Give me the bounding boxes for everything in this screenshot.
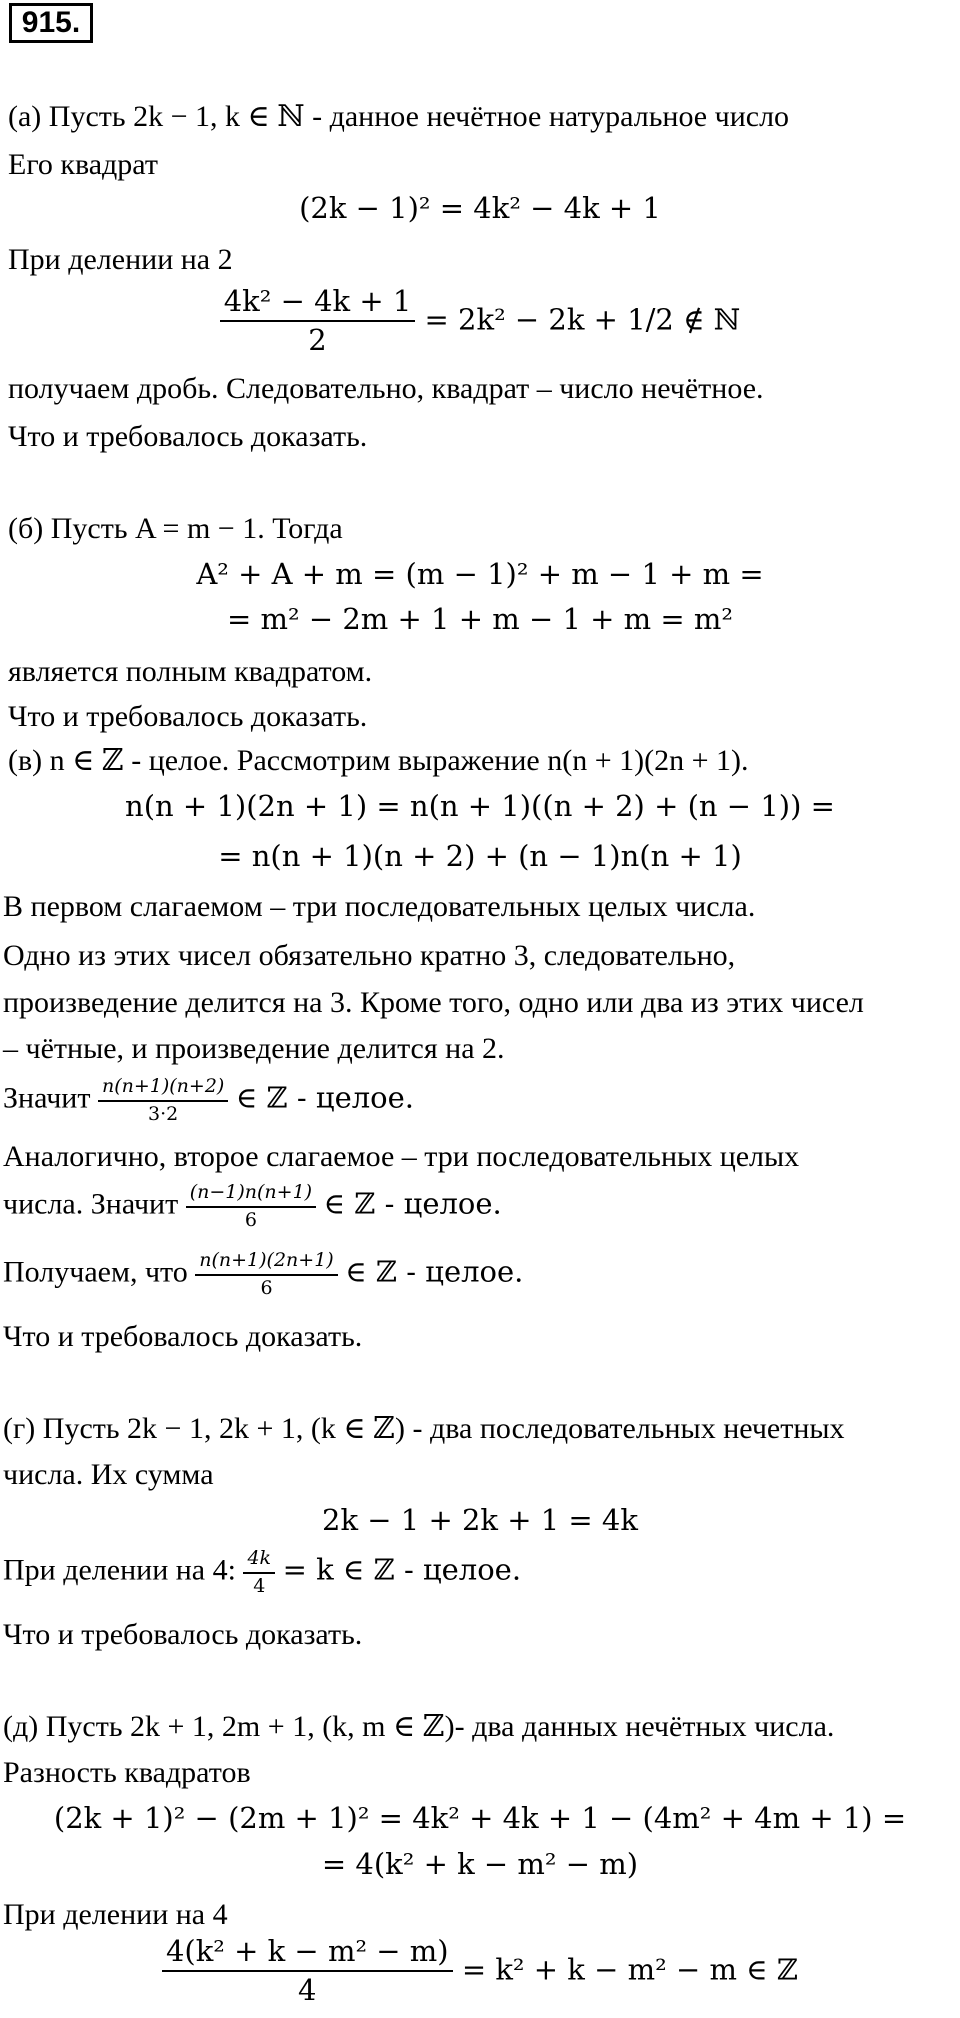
part-d-sum-equation: 2k − 1 + 2k + 1 = 4k (322, 1503, 638, 1537)
part-a-conclusion: получаем дробь. Следовательно, квадрат – число нечётное. (8, 372, 764, 405)
part-c-line-5: – чётные, и произведение делится на 2. (3, 1032, 505, 1065)
part-c-line-9-prefix: Получаем, что (3, 1255, 188, 1289)
part-c-intro: (в) n ∈ ℤ - целое. Рассмотрим выражение n(n + 1)(2n + 1). (8, 744, 749, 777)
part-e-division-label: При делении на 4 (3, 1898, 228, 1931)
part-c-line-4: произведение делится на 3. Кроме того, одно или два из этих чисел (3, 986, 864, 1019)
part-e-fraction-numerator: 4(k² + k − m² − m) (162, 1935, 453, 1972)
part-c-fraction-2 (186, 1182, 316, 1232)
part-c-fraction-2-numerator: (n−1)n(n+1) (186, 1182, 316, 1208)
part-d-sum-label: числа. Их сумма (3, 1458, 214, 1491)
part-b-equation-1: A² + A + m = (m − 1)² + m − 1 + m = (196, 557, 764, 591)
part-a-fraction-denominator: 2 (308, 323, 327, 358)
part-e-intro: (д) Пусть 2k + 1, 2m + 1, (k, m ∈ ℤ)- два данных нечётных числа. (3, 1710, 835, 1743)
part-c-qed: Что и требовалось доказать. (3, 1320, 363, 1353)
part-a-qed: Что и требовалось доказать. (8, 420, 368, 453)
part-c-fraction-3-denominator: 6 (260, 1276, 273, 1299)
part-e-division-equation (0, 1935, 960, 2008)
part-d-division-prefix: При делении на 4: (3, 1553, 236, 1587)
part-c-fraction-2-denominator: 6 (244, 1208, 257, 1231)
part-a-fraction (220, 285, 416, 358)
part-c-fraction-1-denominator: 3·2 (148, 1102, 179, 1125)
part-c-line-7: Аналогично, второе слагаемое – три последовательных целых (3, 1140, 800, 1173)
part-c-equation-2: = n(n + 1)(n + 2) + (n − 1)n(n + 1) (218, 839, 742, 873)
part-a-fraction-numerator: 4k² − 4k + 1 (220, 285, 416, 322)
part-d-division-line (3, 1548, 521, 1598)
part-c-line-6 (3, 1076, 414, 1126)
part-e-fraction-denominator: 4 (298, 1973, 317, 2008)
part-c-line-9 (3, 1250, 523, 1300)
part-c-fraction-3-numerator: n(n+1)(2n+1) (195, 1250, 337, 1276)
part-a-division-result: = 2k² − 2k + 1/2 ∉ ℕ (424, 302, 741, 337)
part-a-intro: (а) Пусть 2k − 1, k ∈ ℕ - данное нечётное натуральное число (8, 100, 790, 133)
part-c-line-6-prefix: Значит (3, 1081, 91, 1115)
part-d-fraction (243, 1548, 275, 1598)
part-c-fraction-3 (195, 1250, 337, 1300)
part-d-qed: Что и требовалось доказать. (3, 1618, 363, 1651)
part-a-square-equation: (2k − 1)² = 4k² − 4k + 1 (299, 191, 661, 225)
part-b-equation-2: = m² − 2m + 1 + m − 1 + m = m² (226, 602, 734, 636)
part-d-intro: (г) Пусть 2k − 1, 2k + 1, (k ∈ ℤ) - два последовательных нечетных (3, 1412, 845, 1445)
part-c-line-8 (3, 1182, 502, 1232)
problem-number: 915. (9, 3, 93, 43)
part-b-intro: (б) Пусть A = m − 1. Тогда (8, 512, 343, 545)
part-e-difference-label: Разность квадратов (3, 1756, 251, 1789)
part-c-line-2: В первом слагаемом – три последовательных целых числа. (3, 890, 756, 923)
part-d-fraction-denominator: 4 (253, 1574, 266, 1597)
part-a-square-label: Его квадрат (8, 148, 158, 181)
part-a-division-label: При делении на 2 (8, 243, 233, 276)
part-c-line-6-suffix: ∈ ℤ - целое. (235, 1080, 415, 1115)
part-c-line-8-suffix: ∈ ℤ - целое. (323, 1186, 502, 1221)
part-a-division-equation (0, 285, 960, 358)
part-c-fraction-1 (98, 1076, 228, 1126)
part-c-equation-1: n(n + 1)(2n + 1) = n(n + 1)((n + 2) + (n − 1)) = (125, 789, 835, 823)
part-b-conclusion: является полным квадратом. (8, 655, 373, 688)
part-d-fraction-numerator: 4k (243, 1548, 275, 1574)
part-c-line-8-prefix: числа. Значит (3, 1187, 179, 1221)
part-c-fraction-1-numerator: n(n+1)(n+2) (98, 1076, 228, 1102)
part-b-qed: Что и требовалось доказать. (8, 700, 368, 733)
part-e-fraction (162, 1935, 453, 2008)
part-c-line-9-suffix: ∈ ℤ - целое. (345, 1254, 524, 1289)
part-c-line-3: Одно из этих чисел обязательно кратно 3, следовательно, (3, 939, 736, 972)
part-e-equation-1: (2k + 1)² − (2m + 1)² = 4k² + 4k + 1 − (4m² + 4m + 1) = (53, 1801, 907, 1835)
part-e-equation-2: = 4(k² + k − m² − m) (321, 1847, 639, 1881)
part-d-division-suffix: = k ∈ ℤ - целое. (282, 1552, 522, 1587)
part-e-division-result: = k² + k − m² − m ∈ ℤ (461, 1952, 799, 1987)
